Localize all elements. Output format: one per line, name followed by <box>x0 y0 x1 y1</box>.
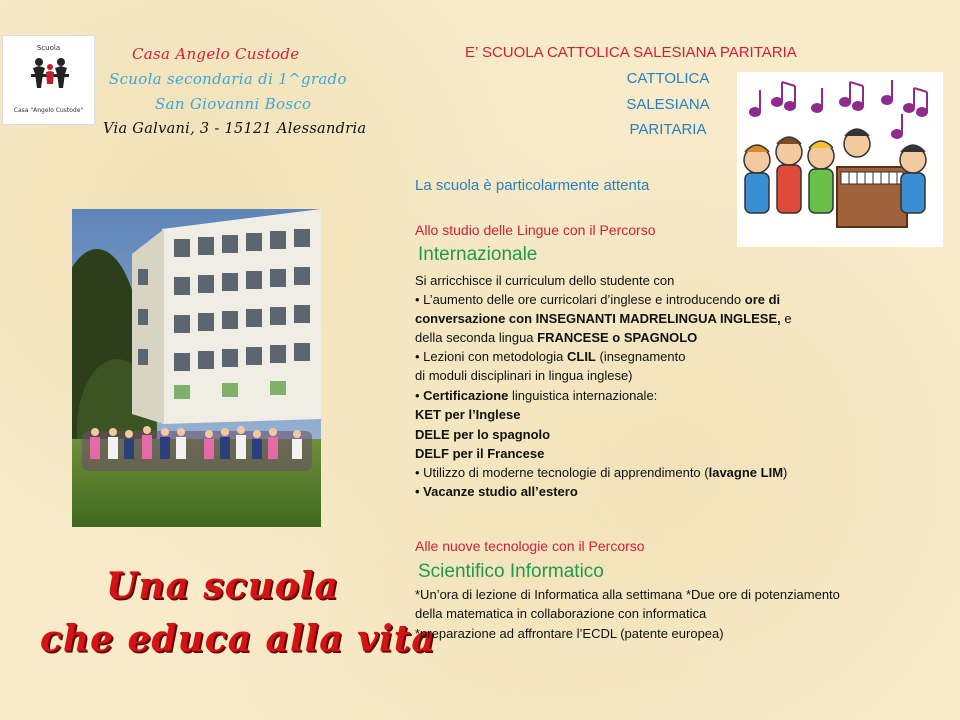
section2-line-2: della matematica in collaborazione con informatica <box>415 606 707 621</box>
section1-line-1: Si arricchisce il curriculum dello studente con <box>415 273 675 288</box>
section1-line-2: • L’aumento delle ore curricolari d’inglese e introducendo ore di <box>415 292 781 307</box>
section1-title: Internazionale <box>418 244 538 265</box>
intro-text: La scuola è particolarmente attenta <box>415 177 650 194</box>
headline-salesiana: SALESIANA <box>626 96 710 113</box>
section1-line-5: • Lezioni con metodologia CLIL (insegnamento <box>415 349 686 364</box>
singing-children-illustration <box>737 72 943 247</box>
section1-line-3: conversazione con INSEGNANTI MADRELINGUA INGLESE, e <box>415 311 792 326</box>
section1-line-4: della seconda lingua FRANCESE o SPAGNOLO <box>415 330 698 345</box>
school-type: Scuola secondaria di 1^grado <box>109 70 347 88</box>
school-saint: San Giovanni Bosco <box>155 95 312 113</box>
section1-line-6: di moduli disciplinari in lingua inglese) <box>415 368 633 383</box>
headline: E’ SCUOLA CATTOLICA SALESIANA PARITARIA <box>465 44 797 61</box>
section2-line-3: *preparazione ad affrontare l’ECDL (patente europea) <box>415 626 724 641</box>
section1-line-10: DELF per il Francese <box>415 446 545 461</box>
school-address: Via Galvani, 3 - 15121 Alessandria <box>103 121 367 137</box>
section1-line-7: • Certificazione linguistica internazionale: <box>415 388 658 403</box>
logo-word-top: Scuola <box>36 44 61 52</box>
section1-line-8: KET per l’Inglese <box>415 407 521 422</box>
section2-heading: Alle nuove tecnologie con il Percorso <box>415 538 645 554</box>
school-name: Casa Angelo Custode <box>132 45 300 63</box>
section1-line-12: • Vacanze studio all’estero <box>415 484 578 499</box>
school-building-photo <box>72 209 321 527</box>
school-logo <box>2 35 95 125</box>
section1-heading: Allo studio delle Lingue con il Percorso <box>415 222 656 238</box>
logo-word-bottom: Casa "Angelo Custode" <box>13 107 84 114</box>
slogan-line-2: che educa alla vita <box>40 618 436 660</box>
section1-line-9: DELE per lo spagnolo <box>415 427 551 442</box>
headline-paritaria: PARITARIA <box>629 121 707 138</box>
section2-line-1: *Un’ora di lezione di Informatica alla settimana *Due ore di potenziamento <box>415 587 840 602</box>
headline-cattolica: CATTOLICA <box>626 70 710 87</box>
slogan-line-1: Una scuola <box>106 565 339 607</box>
children-logo-icon <box>29 54 71 96</box>
section2-title: Scientifico Informatico <box>418 561 604 582</box>
section1-line-11: • Utilizzo di moderne tecnologie di apprendimento (lavagne LIM) <box>415 465 788 480</box>
